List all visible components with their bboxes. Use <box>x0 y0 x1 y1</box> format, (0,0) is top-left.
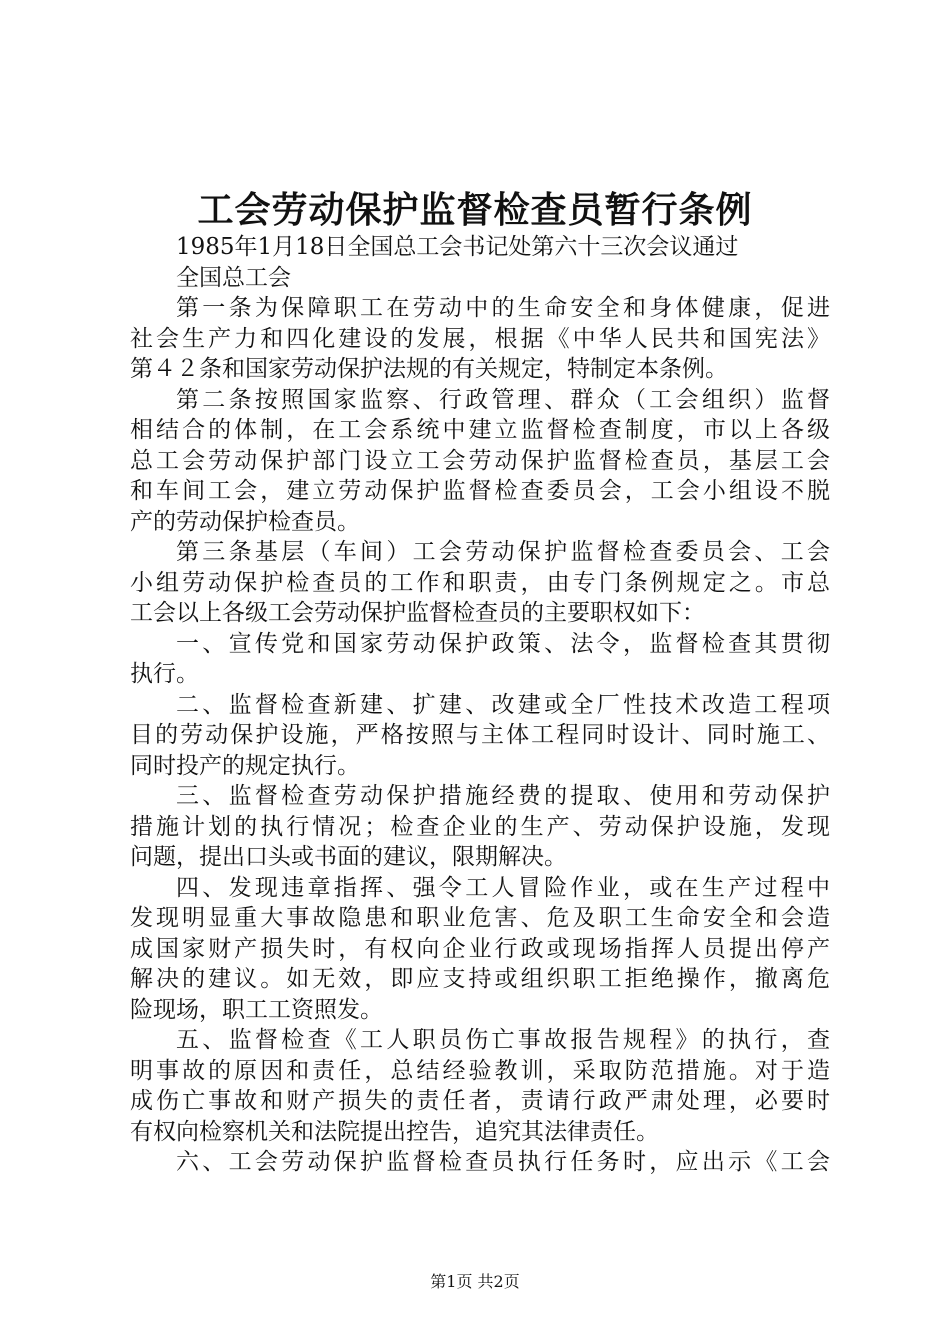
item-5-line: 五、监督检查《工人职员伤亡事故报告规程》的执行，查 <box>176 1027 830 1053</box>
article-3-line: 工会以上各级工会劳动保护监督检查员的主要职权如下： <box>130 600 705 626</box>
article-2-line: 产的劳动保护检查员。 <box>130 508 360 535</box>
item-4-line: 成国家财产损失时，有权向企业行政或现场指挥人员提出停产 <box>130 935 830 962</box>
meeting-note: 1985年1月18日全国总工会书记处第六十三次会议通过 <box>176 234 739 260</box>
article-1-line: 第一条为保障职工在劳动中的生命安全和身体健康，促进 <box>176 295 830 321</box>
article-3-line: 第三条基层（车间）工会劳动保护监督检查委员会、工会 <box>176 539 830 565</box>
article-2-line: 第二条按照国家监察、行政管理、群众（工会组织）监督 <box>176 386 830 413</box>
document-body <box>130 232 830 1178</box>
item-2-line: 二、监督检查新建、扩建、改建或全厂性技术改造工程项 <box>176 691 830 718</box>
item-3-line: 三、监督检查劳动保护措施经费的提取、使用和劳动保护 <box>176 783 830 809</box>
item-5-line: 明事故的原因和责任，总结经验教训，采取防范措施。对于造 <box>130 1057 830 1084</box>
item-3-line: 措施计划的执行情况；检查企业的生产、劳动保护设施，发现 <box>130 813 830 840</box>
article-1-line: 社会生产力和四化建设的发展，根据《中华人民共和国宪法》 <box>130 325 830 352</box>
document-title: 工会劳动保护监督检查员暂行条例 <box>197 189 753 231</box>
item-5-line: 成伤亡事故和财产损失的责任者，责请行政严肃处理，必要时 <box>130 1088 830 1114</box>
item-2-line: 目的劳动保护设施，严格按照与主体工程同时设计、同时施工、 <box>130 722 830 748</box>
article-1-line: 第４２条和国家劳动保护法规的有关规定，特制定本条例。 <box>130 356 728 382</box>
item-4-line: 险现场，职工工资照发。 <box>130 996 383 1023</box>
item-5-line: 有权向检察机关和法院提出控告，追究其法律责任。 <box>130 1118 659 1145</box>
item-4-line: 四、发现违章指挥、强令工人冒险作业，或在生产过程中 <box>176 874 830 901</box>
item-3-line: 问题，提出口头或书面的建议，限期解决。 <box>130 844 567 870</box>
article-3-line: 小组劳动保护检查员的工作和职责，由专门条例规定之。市总 <box>130 569 830 596</box>
item-6-line: 六、工会劳动保护监督检查员执行任务时，应出示《工会 <box>176 1149 830 1175</box>
item-1-line: 一、宣传党和国家劳动保护政策、法令，监督检查其贯彻 <box>176 630 830 657</box>
article-2-line: 和车间工会，建立劳动保护监督检查委员会，工会小组设不脱 <box>130 478 830 504</box>
item-4-line: 发现明显重大事故隐患和职业危害、危及职工生命安全和会造 <box>130 905 830 931</box>
article-2-line: 总工会劳动保护部门设立工会劳动保护监督检查员，基层工会 <box>130 447 830 474</box>
article-2-line: 相结合的体制，在工会系统中建立监督检查制度，市以上各级 <box>130 417 830 443</box>
issuer: 全国总工会 <box>176 264 291 291</box>
item-4-line: 解决的建议。如无效，即应支持或组织职工拒绝操作，撤离危 <box>130 966 830 992</box>
item-2-line: 同时投产的规定执行。 <box>130 752 360 779</box>
item-1-line: 执行。 <box>130 661 199 687</box>
page-number: 第1页 共2页 <box>430 1272 520 1291</box>
